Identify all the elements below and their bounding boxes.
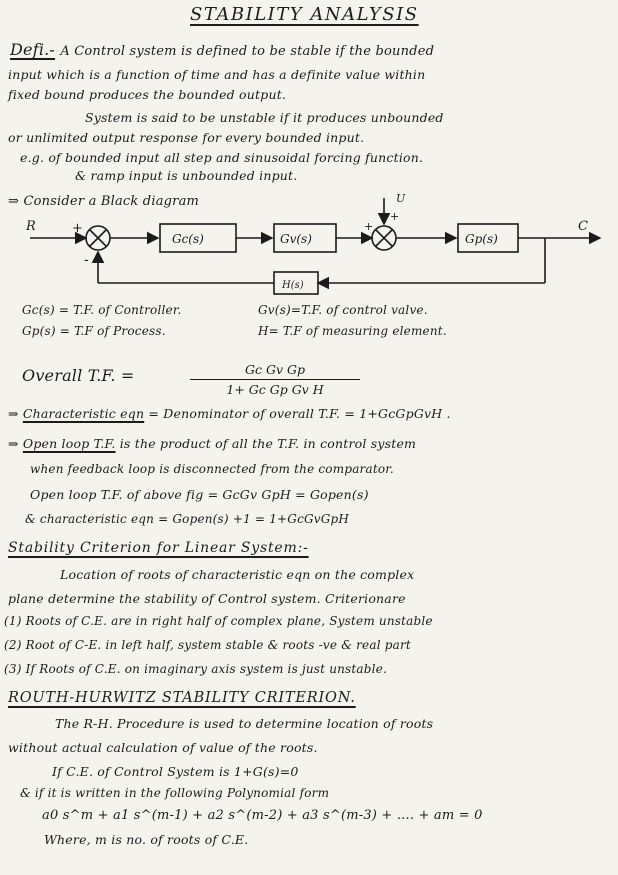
stability-line-3: (1) Roots of C.E. are in right half of complex plane, System unstable [4,614,433,628]
open-loop-text-1: is the product of all the T.F. in control system [119,436,417,451]
routh-line-4: & if it is written in the following Polynomial form [20,786,330,800]
definition-line-3: fixed bound produces the bounded output. [8,87,287,102]
routh-line-1: The R-H. Procedure is used to determine location of roots [55,716,434,731]
definition-gp: Gp(s) = T.F of Process. [22,324,166,338]
definition-gv: Gv(s)=T.F. of control valve. [258,303,428,317]
routh-heading: ROUTH-HURWITZ STABILITY CRITERION. [8,690,356,706]
routh-line-3: If C.E. of Control System is 1+G(s)=0 [52,764,299,779]
definition-line-7: & ramp input is unbounded input. [75,168,298,183]
definition-line-1: A Control system is defined to be stable if the bounded [60,44,435,59]
disturbance-label: U [396,192,406,205]
definition-block [10,40,434,59]
open-loop-line-3: Open loop T.F. of above fig = GcGv GpH = Gopen(s) [30,487,369,502]
characteristic-eq-text: = Denominator of overall T.F. = 1+GcGpGvH . [148,406,451,421]
plus-sign-2a: + [364,220,374,233]
stability-criterion-heading: Stability Criterion for Linear System:- [8,540,309,556]
stability-line-1: Location of roots of characteristic eqn on the complex [60,567,415,582]
definition-line-2: input which is a function of time and has a definite value within [8,67,426,82]
block-gp-label: Gp(s) [465,232,498,246]
routh-line-2: without actual calculation of value of the roots. [8,740,318,755]
overall-tf-fraction [190,362,360,397]
block-h-label: H(s) [282,280,304,291]
overall-tf-numerator: Gc Gv Gp [190,362,360,380]
block-gv-label: Gv(s) [280,232,312,246]
routh-polynomial: a0 s^m + a1 s^(m-1) + a2 s^(m-2) + a3 s^(m-3) + .... + am = 0 [42,808,483,823]
plus-sign-2b: + [390,210,400,223]
open-loop-label: Open loop T.F. [22,436,116,451]
definition-line-4: System is said to be unstable if it produces unbounded [85,110,444,125]
characteristic-eq [8,406,451,421]
page-title: STABILITY ANALYSIS [190,4,419,25]
arrow-right-icon: ⇒ [8,406,19,421]
definition-h: H= T.F of measuring element. [258,324,447,338]
output-label: C [578,219,588,234]
open-loop-line-2: when feedback loop is disconnected from the comparator. [30,462,394,476]
open-loop-line-4: & characteristic eqn = Gopen(s) +1 = 1+GcGvGpH [25,512,350,526]
definition-gc: Gc(s) = T.F. of Controller. [22,303,182,317]
stability-line-2: plane determine the stability of Control system. Criterionare [8,591,406,606]
open-loop-line-1 [8,436,416,451]
block-gc-label: Gc(s) [172,232,204,246]
overall-tf-denominator: 1+ Gc Gp Gv H [226,382,324,397]
definition-line-5: or unlimited output response for every bounded input. [8,130,365,145]
characteristic-eq-label: Characteristic eqn [22,406,145,421]
arrow-right-icon: ⇒ [8,194,20,209]
block-diagram-intro-text: Consider a Black diagram [23,194,200,209]
overall-tf-label: Overall T.F. = [22,366,135,385]
definition-label: Defi.- [10,40,56,59]
definition-line-6: e.g. of bounded input all step and sinusoidal forcing function. [20,150,424,165]
plus-sign-1: + [72,221,83,236]
stability-line-4: (2) Root of C-E. in left half, system stable & roots -ve & real part [4,638,411,652]
stability-line-5: (3) If Roots of C.E. on imaginary axis system is just unstable. [4,662,388,676]
routh-line-6: Where, m is no. of roots of C.E. [44,832,249,847]
minus-sign-1: - [84,252,89,268]
block-diagram-intro [8,194,199,209]
input-label: R [26,219,36,234]
arrow-right-icon: ⇒ [8,436,19,451]
